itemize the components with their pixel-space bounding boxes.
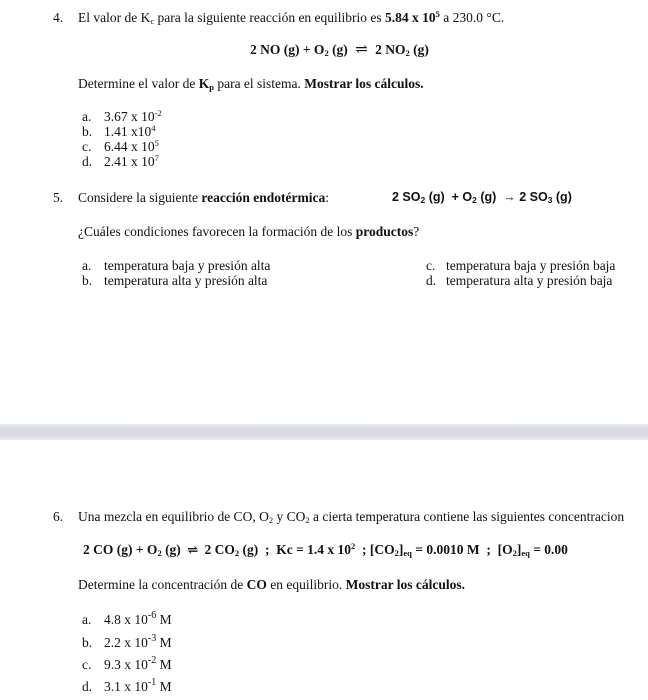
q4-stem: El valor de $K_c$ para la siguiente reacción en equilibrio es 5.84 x $10^5$ a 230.0 °C. — [78, 9, 505, 26]
q5-option-d[interactable]: d. temperatura alta y presión baja — [426, 273, 613, 288]
q5-option-a[interactable]: a. temperatura baja y presión alta — [82, 258, 271, 273]
q4-option-d[interactable]: d. 2.41 x $10^7$ — [82, 153, 159, 169]
q6-option-a[interactable]: a. 4.8 x $10^{-6}$ M — [82, 610, 172, 627]
q5-option-c[interactable]: c. temperatura baja y presión baja — [426, 258, 616, 273]
q4-option-c[interactable]: c. 6.44 x $10^5$ — [82, 138, 159, 154]
q6-option-b[interactable]: b. 2.2 x $10^{-3}$ M — [82, 633, 172, 650]
q6-option-d[interactable]: d. 3.1 x $10^{-1}$ M — [82, 677, 172, 694]
q5-number: 5. — [53, 190, 64, 205]
q5-option-b[interactable]: b. temperatura alta y presión alta — [82, 273, 268, 288]
q4-instruction: Determine el valor de $K_p$ para el sistema. Mostrar los cálculos. — [78, 76, 424, 92]
q6-number: 6. — [53, 509, 64, 524]
q5-equation: 2 $SO_2$ $(g) + O_2$ (g) → 2 $SO_3$ (g) — [392, 190, 572, 205]
q4-equation: 2 NO $(g) + O_2$ (g) ⇌ 2 $NO_2$ (g) — [250, 42, 429, 58]
q6-option-c[interactable]: c. 9.3 x $10^{-2}$ M — [82, 655, 172, 672]
q6-equation: 2 CO $(g) + O_2$ (g) ⇌ 2 $CO_2$ (g) ; Kc = 1.4 x $10^2$ ; $[CO_2]_{eq} = 0.0010$ M ; $[O_2]_{eq} = 0.00$ — [83, 541, 568, 558]
q4-number: 4. — [53, 10, 64, 25]
q4-option-a[interactable]: a. 3.67 x $10^{-2}$ — [82, 108, 162, 124]
q5-question: ¿Cuáles condiciones favorecen la formación de los productos? — [78, 224, 420, 239]
q6-instruction: Determine la concentración de CO en equilibrio. Mostrar los cálculos. — [78, 577, 466, 592]
page-divider — [0, 424, 648, 440]
q6-stem: Una mezcla en equilibrio de CO, $O_2$ y $CO_2$ a cierta temperatura contiene las siguientes concentracion — [78, 509, 625, 525]
equilibrium-arrow-icon: ⇌ — [187, 542, 199, 557]
q4-option-b[interactable]: b. 1.41 $x10^4$ — [82, 123, 156, 139]
equilibrium-arrow-icon: ⇌ — [355, 42, 368, 58]
q5-stem: Considere la siguiente reacción endotérmica: — [78, 190, 329, 205]
